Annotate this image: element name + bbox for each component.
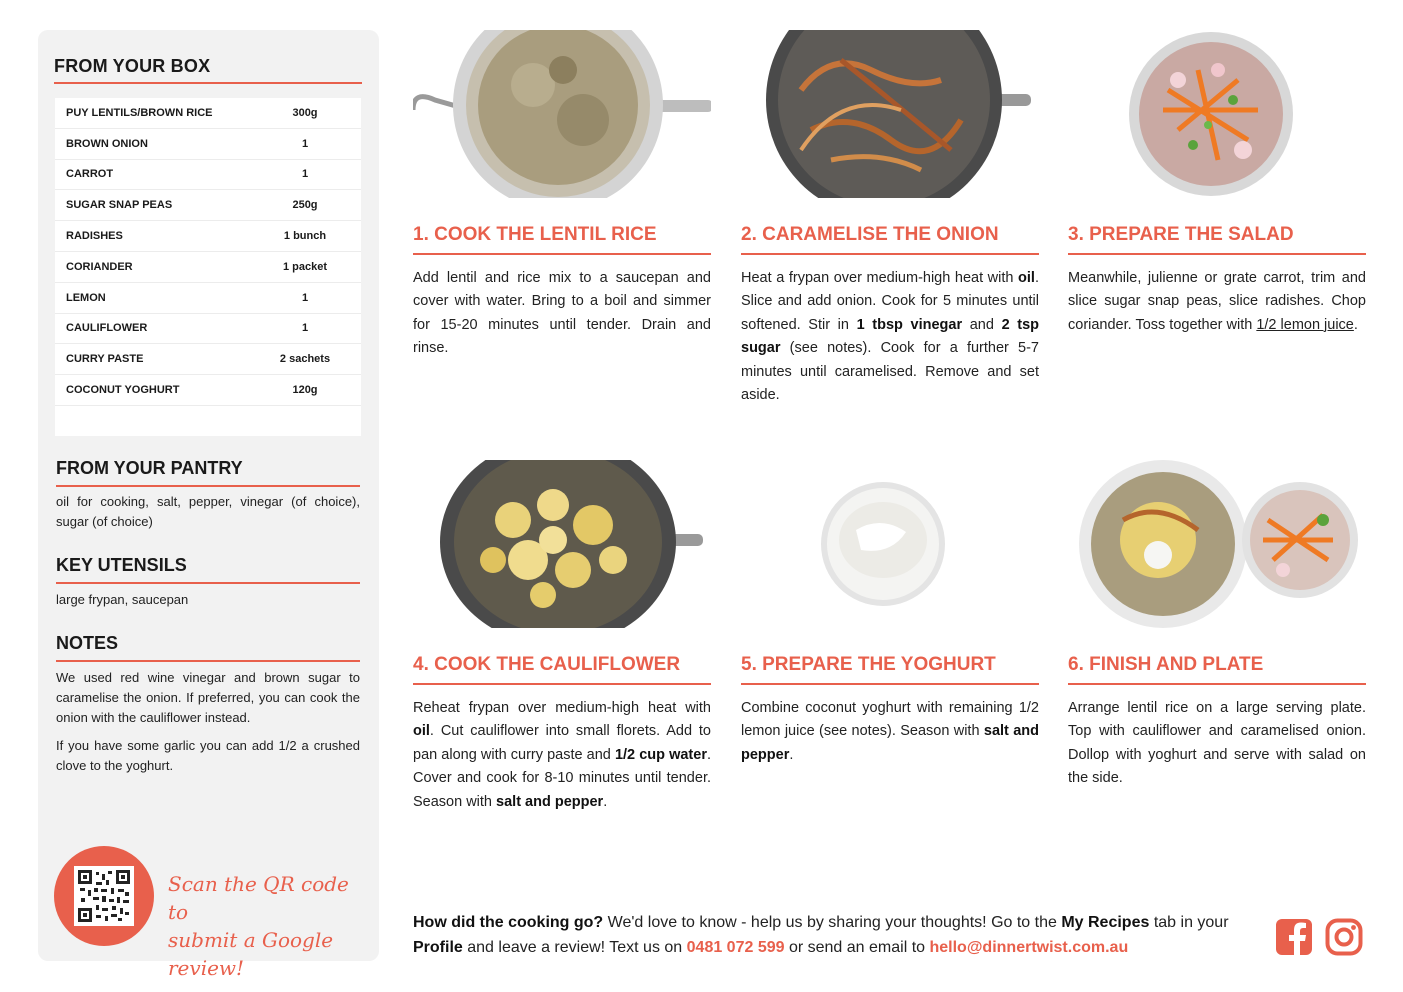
notes-heading: NOTES	[56, 633, 119, 653]
ingredient-qty: 2 sachets	[279, 353, 331, 366]
yoghurt-bowl-photo	[741, 460, 1039, 628]
step-5-text: Combine coconut yoghurt with remaining 1/2 lemon juice (see notes). Season with salt and pepper.	[741, 700, 1039, 763]
ingredients-table	[55, 98, 361, 436]
ingredient-qty: 300g	[292, 106, 318, 119]
key-utensils-heading: KEY UTENSILS	[56, 555, 187, 575]
facebook-icon[interactable]	[1275, 918, 1313, 956]
pantry-text: oil for cooking, salt, pepper, vinegar (of choice), sugar (of choice)	[56, 494, 360, 529]
ingredient-name: SUGAR SNAP PEAS	[66, 199, 173, 212]
instagram-icon[interactable]	[1325, 918, 1363, 956]
step-rule	[413, 253, 711, 255]
qr-badge[interactable]	[54, 846, 154, 946]
from-your-box-heading: FROM YOUR BOX	[54, 56, 211, 76]
qr-code-icon[interactable]	[74, 866, 134, 926]
ingredient-name: LEMON	[66, 291, 106, 304]
step-3-title: 3. PREPARE THE SALAD	[1068, 224, 1294, 245]
ingredient-qty: 1	[301, 322, 309, 335]
ingredient-qty: 1	[301, 137, 309, 150]
ingredient-qty: 120g	[292, 384, 318, 397]
profile-label: Profile	[413, 939, 463, 956]
step-2-text: Heat a frypan over medium-high heat with oil. Slice and add onion. Cook for 5 minutes until softened. Stir in 1 tbsp vinegar and 2 tsp sugar (see notes). Cook for a further 5-7 minutes until caramelised. Remove and set aside.	[741, 270, 1040, 404]
from-your-pantry-heading: FROM YOUR PANTRY	[56, 458, 243, 478]
phone-link[interactable]: 0481 072 599	[686, 939, 785, 956]
ingredient-name: COCONUT YOGHURT	[66, 384, 180, 397]
step-6-text: Arrange lentil rice on a large serving plate. Top with cauliflower and caramelised onion. Dollop with yoghurt and serve with salad on the side.	[1068, 700, 1366, 787]
ingredient-qty: 250g	[292, 199, 318, 212]
finished-plate-photo	[1068, 460, 1366, 628]
step-5-title: 5. PREPARE THE YOGHURT	[741, 654, 996, 675]
salad-bowl-photo	[1068, 30, 1366, 198]
step-4-text: Reheat frypan over medium-high heat with oil. Cut cauliflower into small florets. Add to pan along with curry paste and 1/2 cup water. Cover and cook for 8-10 minutes until tender. Season with salt and pepper.	[413, 700, 711, 810]
heading-rule	[56, 660, 360, 662]
footer-question: How did the cooking go?	[413, 914, 604, 931]
ingredient-name: CARROT	[66, 168, 114, 181]
heading-rule	[56, 485, 360, 487]
utensils-text: large frypan, saucepan	[56, 592, 189, 607]
step-rule	[741, 253, 1039, 255]
ingredient-qty: 1 bunch	[283, 230, 327, 243]
cauliflower-pan-photo	[413, 460, 711, 628]
sidebar-panel	[38, 30, 379, 980]
table-row	[55, 283, 361, 314]
step-6-title: 6. FINISH AND PLATE	[1068, 654, 1264, 675]
table-row	[55, 160, 361, 191]
table-row	[55, 314, 361, 345]
ingredient-qty: 1	[301, 168, 309, 181]
step-rule	[413, 683, 711, 685]
notes-paragraph: We used red wine vinegar and brown sugar to caramelise the onion. If preferred, you can cook the onion with the cauliflower instead.	[56, 670, 360, 725]
lentil-rice-strainer-photo	[413, 30, 711, 198]
ingredient-name: PUY LENTILS/BROWN RICE	[66, 106, 213, 119]
table-row	[55, 252, 361, 283]
table-row	[55, 190, 361, 221]
table-row	[55, 129, 361, 160]
ingredient-name: RADISHES	[66, 230, 123, 243]
step-3-text: Meanwhile, julienne or grate carrot, trim and slice sugar snap peas, slice radishes. Chop coriander. Toss together with 1/2 lemon juice.	[1068, 270, 1366, 333]
step-rule	[741, 683, 1039, 685]
step-1-text: Add lentil and rice mix to a saucepan and cover with water. Bring to a boil and simmer for 15-20 minutes until tender. Drain and rinse.	[413, 270, 711, 357]
caramelised-onion-pan-photo	[741, 30, 1039, 198]
step-4-title: 4. COOK THE CAULIFLOWER	[413, 654, 681, 675]
heading-rule	[56, 582, 360, 584]
table-row	[55, 98, 361, 129]
ingredient-name: CAULIFLOWER	[66, 322, 148, 335]
notes-paragraph: If you have some garlic you can add 1/2 a crushed clove to the yoghurt.	[56, 738, 360, 773]
ingredient-qty: 1 packet	[282, 260, 328, 273]
step-2-title: 2. CARAMELISE THE ONION	[741, 224, 999, 245]
ingredient-qty: 1	[301, 291, 309, 304]
review-footer: How did the cooking go? We'd love to know - help us by sharing your thoughts! Go to the My Recipes tab in your Profile and leave a review! Text us on 0481 072 599 or send an email to hello@dinnertwist.com.au	[413, 914, 1229, 956]
my-recipes-label: My Recipes	[1061, 914, 1150, 931]
table-row	[55, 344, 361, 375]
table-row	[55, 221, 361, 252]
qr-callout-line: Scan the QR code to	[168, 872, 349, 924]
email-link[interactable]: hello@dinnertwist.com.au	[929, 939, 1129, 956]
ingredient-name: BROWN ONION	[66, 137, 148, 150]
qr-callout-line: submit a Google review!	[168, 928, 334, 980]
ingredient-name: CORIANDER	[66, 260, 133, 273]
heading-rule	[54, 82, 362, 84]
table-row	[55, 375, 361, 406]
qr-callout	[168, 870, 368, 982]
ingredient-name: CURRY PASTE	[66, 353, 144, 366]
step-rule	[1068, 253, 1366, 255]
step-1-title: 1. COOK THE LENTIL RICE	[413, 224, 657, 245]
step-rule	[1068, 683, 1366, 685]
